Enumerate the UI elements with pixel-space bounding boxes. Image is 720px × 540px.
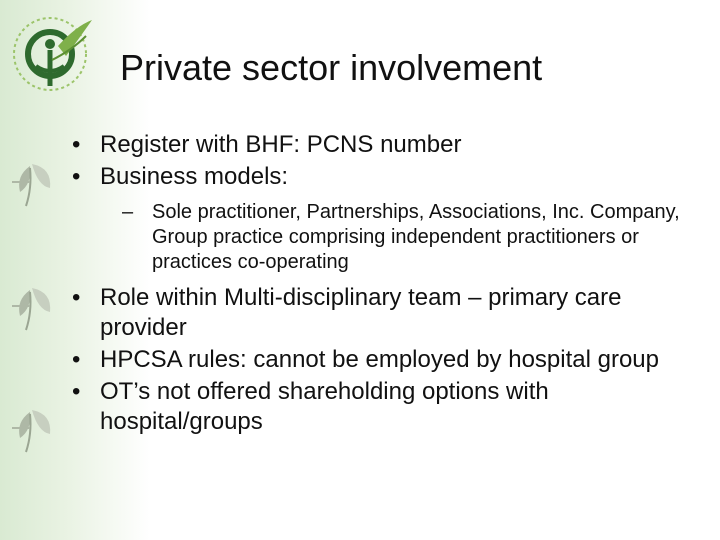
bullet-text: Role within Multi-disciplinary team – primary care provider bbox=[100, 284, 622, 341]
bullet-text: Register with BHF: PCNS number bbox=[100, 131, 462, 158]
bullet-glyph: • bbox=[72, 284, 81, 311]
bullet-text: OT’s not offered shareholding options with hospital/groups bbox=[100, 378, 549, 435]
leaf-icon bbox=[8, 158, 60, 210]
bullet-glyph: • bbox=[72, 378, 81, 405]
bullet-glyph: • bbox=[72, 346, 81, 373]
sub-bullet-glyph: – bbox=[122, 201, 134, 223]
bullet-item bbox=[72, 162, 702, 192]
slide-content bbox=[72, 130, 702, 439]
sub-bullet-item bbox=[122, 200, 702, 275]
slide-title: Private sector involvement bbox=[120, 47, 543, 88]
bullet-text: HPCSA rules: cannot be employed by hospital group bbox=[100, 346, 659, 373]
leaf-icon bbox=[8, 404, 60, 456]
sub-bullet-text: Sole practitioner, Partnerships, Associations, Inc. Company, Group practice comprising independent practitioners or practices co-operating bbox=[152, 201, 680, 273]
bullet-item bbox=[72, 377, 702, 437]
bullet-item bbox=[72, 345, 702, 375]
organization-logo bbox=[6, 6, 100, 98]
bullet-item bbox=[72, 130, 702, 160]
bullet-glyph: • bbox=[72, 163, 81, 190]
bullet-item bbox=[72, 283, 702, 343]
bullet-glyph: • bbox=[72, 131, 81, 158]
bullet-text: Business models: bbox=[100, 163, 289, 190]
leaf-icon bbox=[8, 282, 60, 334]
